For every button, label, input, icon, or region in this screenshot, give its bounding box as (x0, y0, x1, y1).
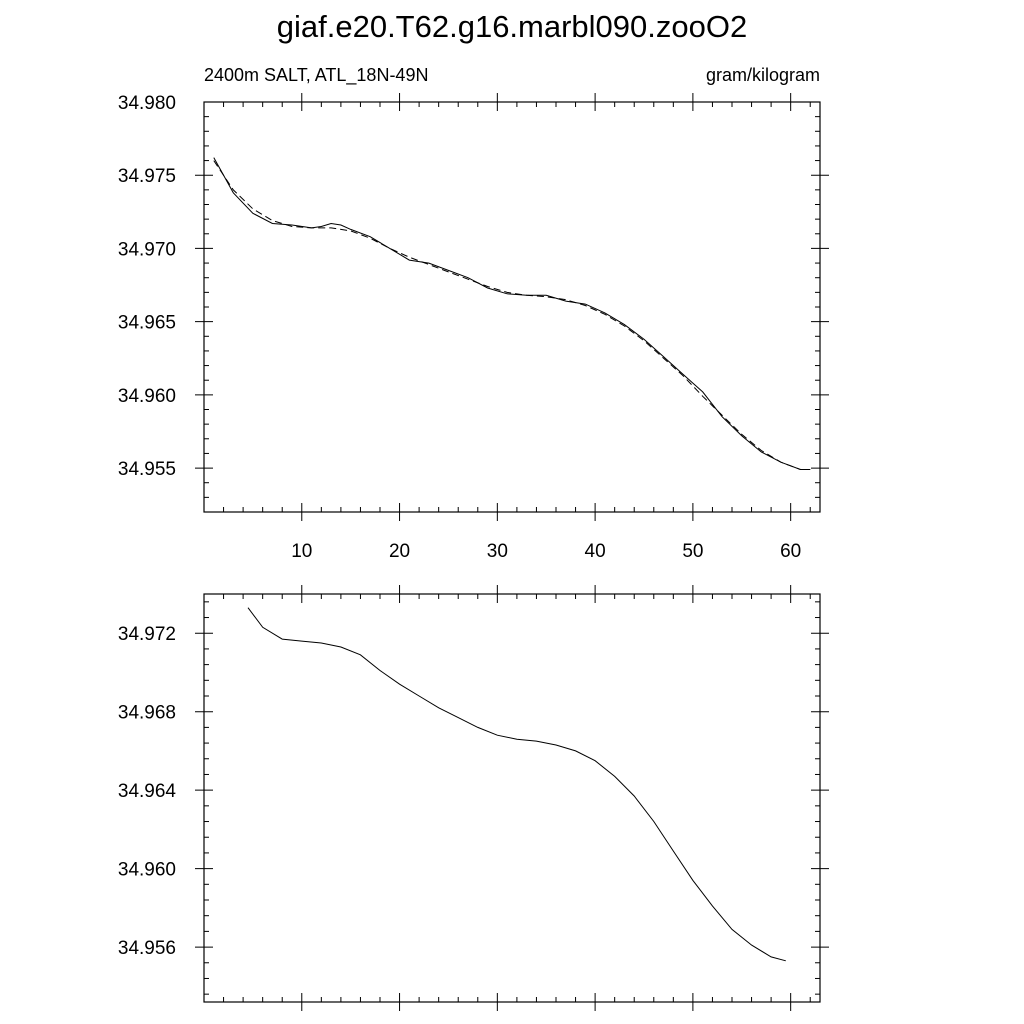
y-tick-label: 34.956 (117, 938, 176, 960)
y-tick-label: 34.975 (117, 166, 176, 188)
y-tick-label: 34.972 (117, 624, 176, 646)
variable-region-label: 2400m SALT, ATL_18N-49N (204, 65, 429, 85)
units-label: gram/kilogram (705, 65, 820, 85)
x-tick-label: 30 (486, 541, 508, 562)
series-line-solid (214, 158, 810, 470)
x-tick-label: 40 (584, 541, 606, 562)
series-line-solid (248, 608, 786, 961)
x-tick-label: 20 (388, 541, 411, 562)
y-tick-label: 34.980 (117, 93, 176, 114)
y-tick-label: 34.960 (117, 859, 176, 881)
chart-title: giaf.e20.T62.g16.marbl090.zooO2 (276, 9, 748, 44)
y-tick-label: 34.955 (117, 459, 176, 481)
y-tick-label: 34.960 (117, 385, 176, 407)
series-line-dashed (214, 161, 810, 470)
y-tick-label: 34.965 (117, 312, 176, 334)
x-tick-label: 60 (780, 541, 802, 562)
plot-frame-1 (204, 102, 820, 512)
x-tick-label: 50 (682, 541, 704, 562)
y-tick-label: 34.970 (117, 239, 176, 261)
x-tick-label: 10 (291, 541, 313, 562)
y-tick-label: 34.968 (117, 702, 176, 724)
plot-frame-2 (204, 594, 820, 1002)
y-tick-label: 34.964 (117, 781, 176, 803)
